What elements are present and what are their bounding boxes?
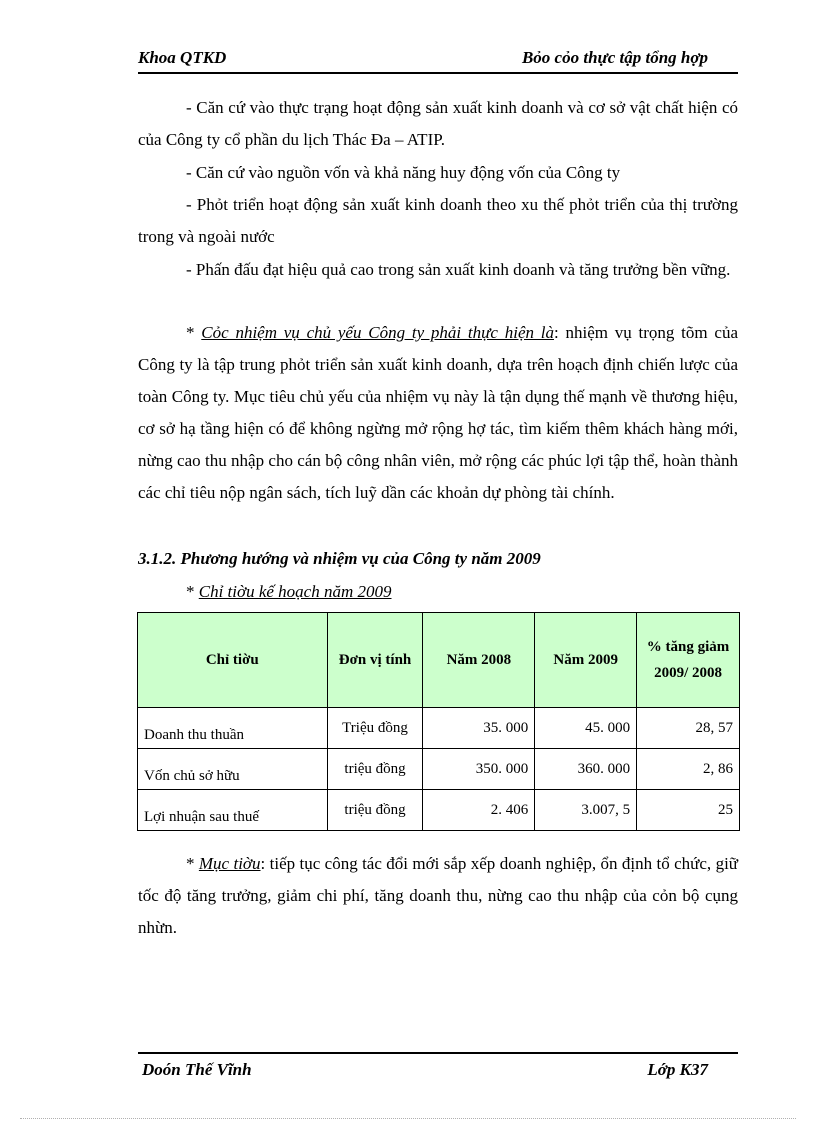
row-value-2009: 360. 000 <box>535 749 637 790</box>
paragraph-main-tasks <box>138 317 738 509</box>
main-tasks-text: nhiệm vụ trọng tõm của Công ty là tập trung phỏt triển sản xuất kinh doanh, dựa trên hoạch định chiến lược của toàn Công ty. Mục tiêu chủ yếu của nhiệm vụ này là tận dụng thế mạnh về thương hiệu, cơ sở hạ tầng hiện có để không ngừng mở rộng hợ tác, tìm kiếm thêm khách hàng mới, nừng cao thu nhập cho cán bộ công nhân viên, mở rộng các phúc lợi tập thể, hoàn thành các chỉ tiêu nộp ngân sách, tích luỹ dần các khoản dự phòng tài chính. <box>138 323 738 502</box>
main-tasks-colon: : <box>553 323 559 342</box>
table-header-row <box>138 613 740 708</box>
table-row <box>138 749 740 790</box>
column-header-2009: Năm 2009 <box>535 613 637 708</box>
row-value-2009: 45. 000 <box>535 708 637 749</box>
paragraph-basis-2: - Căn cứ vào nguồn vốn và khả năng huy động vốn của Công ty <box>186 163 621 182</box>
header-faculty: Khoa QTKD <box>138 48 227 67</box>
row-indicator: Lợi nhuận sau thuế <box>138 790 328 831</box>
footer-author: Doón Thế Vĩnh <box>142 1060 252 1079</box>
footer-class: Lớp K37 <box>647 1060 708 1079</box>
column-header-change: % tăng giảm 2009/ 2008 <box>637 613 740 708</box>
row-change: 28, 57 <box>637 708 740 749</box>
row-unit: Triệu đồng <box>327 708 423 749</box>
row-change: 25 <box>637 790 740 831</box>
row-value-2009: 3.007, 5 <box>535 790 637 831</box>
paragraph-basis-3: - Phỏt triển hoạt động sản xuất kinh doanh theo xu thế phỏt triển của thị trường trong và ngoài nước <box>138 195 738 246</box>
main-tasks-prefix: * <box>186 323 202 342</box>
row-unit: triệu đồng <box>327 749 423 790</box>
paragraph-basis-4: - Phấn đấu đạt hiệu quả cao trong sản xuất kinh doanh và tăng trưởng bền vững. <box>186 260 731 279</box>
section-heading: 3.1.2. Phương hướng và nhiệm vụ của Công ty năm 2009 <box>138 549 541 568</box>
row-unit: triệu đồng <box>327 790 423 831</box>
row-value-2008: 35. 000 <box>423 708 535 749</box>
table-caption-text: Chỉ tiờu kế hoạch năm 2009 <box>198 582 392 601</box>
page-footer <box>138 1052 738 1084</box>
objectives-text: : tiếp tục công tác đổi mới sắp xếp doanh nghiệp, ổn định tổ chức, giữ tốc độ tăng trưởng, giảm chi phí, tăng doanh thu, nừng cao thu nhập của cỏn bộ cụng nhừn. <box>138 854 739 937</box>
objectives-label: Mục tiờu <box>198 854 261 873</box>
objectives-prefix: * <box>186 854 199 873</box>
page-header <box>138 48 738 74</box>
header-report-title: Bỏo cỏo thực tập tổng hợp <box>521 48 708 67</box>
paragraph-basis-1: - Căn cứ vào thực trạng hoạt động sản xuất kinh doanh và cơ sở vật chất hiện có của Công ty cổ phần du lịch Thác Đa – ATIP. <box>138 98 738 149</box>
main-tasks-label: Cỏc nhiệm vụ chủ yếu Công ty phải thực hiện là <box>201 323 554 342</box>
table-row <box>138 790 740 831</box>
row-change: 2, 86 <box>637 749 740 790</box>
column-header-2008: Năm 2008 <box>423 613 535 708</box>
column-header-indicator: Chỉ tiờu <box>138 613 328 708</box>
row-indicator: Vốn chủ sở hữu <box>138 749 328 790</box>
table-row <box>138 708 740 749</box>
row-value-2008: 2. 406 <box>423 790 535 831</box>
paragraph-objectives <box>138 848 738 944</box>
row-indicator: Doanh thu thuần <box>138 708 328 749</box>
page-edge-divider <box>20 1118 796 1119</box>
plan-table <box>137 612 740 831</box>
row-value-2008: 350. 000 <box>423 749 535 790</box>
column-header-unit: Đơn vị tính <box>327 613 423 708</box>
table-caption-prefix: * <box>186 582 199 601</box>
table-caption <box>186 578 392 606</box>
